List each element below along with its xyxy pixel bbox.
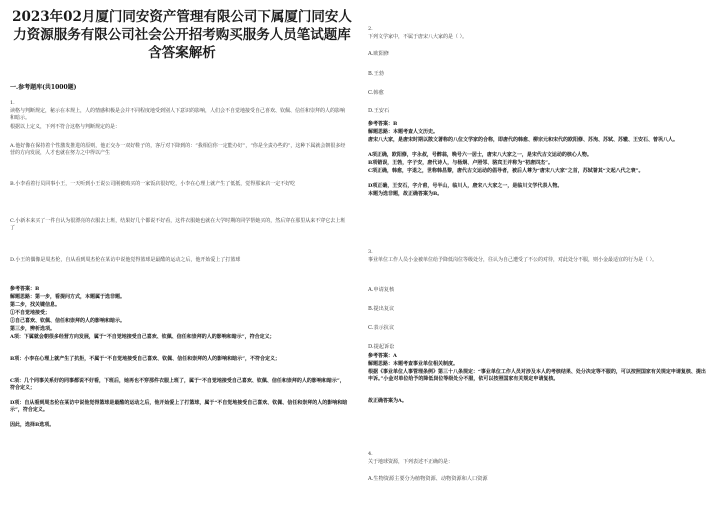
question-stem: 下列文学家中，不属于唐宋八大家的是（ ）。: [368, 34, 468, 40]
analysis-line: 第二步，找关键信息。: [10, 302, 61, 308]
analysis-line: B项：小李在心理上就产生了抗拒，不属于“不自觉地接受自己喜欢、钦佩、信任和崇拜的人的影响和暗示”，不符合定义；: [10, 356, 280, 362]
option-c: C.小新本来买了一件自认为很漂亮的衣服去上班，结果好几个都说不好看，这件衣服她也就在大学时期的同学帮她买的，然后穿在那里从来不穿它去上班了: [10, 218, 346, 231]
section-heading: 一.参考题库(共1000题): [10, 84, 77, 91]
analysis-line: ②自己喜欢、钦佩、信任和崇拜的人的影响和暗示。: [10, 318, 126, 324]
option-a: A.他好像在保持着个性激发推进的原则，他正交办一双好鞋子的，客厅对下降到的：“我相信你一定能办好”，“你是全责办些的”，这种下属就会朝很多经营的方向发展，人才也就在努力之中得以产生: [10, 143, 346, 156]
analysis-line: D项正确，王安石，字介甫，号半山，临川人，唐宋八大家之一，是临川文学代表人物。: [368, 183, 563, 189]
option-a: A.生物资源主要分为植物资源、动物资源和人口资源: [368, 476, 488, 482]
analysis-line: C项：几个同事关系好的同事都说不好看，下班后，她再也不穿那件衣服上班了，属于“不自觉地接受自己喜欢、钦佩、信任和崇拜的人的影响和暗示”，符合定义；: [10, 378, 345, 391]
page-title: 2023年02月厦门同安资产管理有限公司下属厦门同安人力资源服务有限公司社会公开招考购买服务人员笔试题库含答案解析: [12, 9, 352, 61]
analysis-line: ①不自觉地接受；: [10, 310, 51, 316]
analysis-line: 故正确答案为A。: [368, 398, 407, 404]
question-number: 2.: [368, 26, 373, 32]
question-number: 1.: [10, 100, 15, 106]
analysis-line: A项正确，欧阳修，字永叔，号醉翁，晚号六一居士，唐宋八大家之一，是宋代古文运动的核心人物。: [368, 152, 592, 158]
analysis-line: D项：自从看到周杰伦在某访中说他觉得篮球是最酷的运动之后，他开始爱上了打篮球，属于“不自觉地接受自己喜欢、钦佩、信任和崇拜的人的影响和暗示”，符合定义。: [10, 400, 348, 413]
option-a: A.申请复核: [368, 287, 395, 293]
analysis-line: 解题思路：本题考查人文历史。: [368, 129, 439, 135]
question-stem-prompt: 根据以上定义，下列不符合这格与判断规定的是：: [10, 124, 121, 130]
right-column: [366, 0, 712, 508]
analysis-line: 解题思路：第一步，看提问方式，本题属于选非题。: [10, 294, 126, 300]
analysis-line: A项：下属就会朝很多经营方向发展，属于“不自觉地接受自己喜欢、钦佩、信任和崇拜的人的影响和暗示”，符合定义；: [10, 334, 275, 340]
option-d: D.提起诉讼: [368, 344, 395, 350]
analysis-line: 解题思路：本题考查事业单位相关制度。: [368, 361, 459, 367]
option-c: C.韩愈: [368, 90, 384, 96]
option-b: B.提出复议: [368, 306, 395, 312]
answer: 参考答案：B: [10, 286, 40, 292]
answer: 参考答案：A: [368, 353, 397, 359]
analysis-line: 第三步，辨析选项。: [10, 326, 56, 332]
analysis-line: B项错误，王勃，字子安，唐代诗人，与杨炯、卢照邻、骆宾王并称为“初唐四杰”。: [368, 160, 553, 166]
option-d: D.王安石: [368, 108, 390, 114]
option-b: B.王勃: [368, 71, 384, 77]
question-stem: 关于地球资源，下列表述不正确的是：: [368, 459, 454, 465]
answer: 参考答案：B: [368, 121, 398, 127]
question-stem: 读格与判断规定，秘示在本规上，人的情感积极是会并不同程度地受到别人下意识的影响，人们会不自觉地接受自己喜欢、钦佩、信任和崇拜的人的影响和暗示。: [10, 108, 346, 121]
left-column: [6, 0, 354, 508]
option-c: C.表示抗议: [368, 325, 395, 331]
analysis-line: C项正确，韩愈，字退之，世称韩昌黎，唐代古文运动的倡导者，被后人尊为“唐宋八大家”之首，苏轼誉其“文起八代之衰”。: [368, 168, 644, 174]
question-number: 3.: [368, 249, 373, 255]
question-stem: 事业单位工作人员小金被单位给予降低岗位等级处分，往认为自己遭受了不公的对待，对此处分不服，则小金最适宜的行为是（ ）。: [368, 257, 658, 263]
question-number: 4.: [368, 451, 373, 457]
analysis-line: 根据《事业单位人事管理条例》第三十八条规定：“事业单位工作人员对涉及本人的考核结果、处分决定等不服的，可以按照国家有关规定申请复核、提出申诉。”小金对单位给予的降低岗位等级处分不服，依可以按照国家有关规定申请复核。: [368, 369, 706, 382]
option-d: D.小王的偶像是周杰伦，自从看到周杰伦在某访中说他觉得篮球是最酷的运动之后，他开始爱上了打篮球: [10, 257, 241, 263]
option-a: A.欧阳修: [368, 51, 389, 57]
analysis-line: 本题为选非题，故正确答案为B。: [368, 191, 443, 197]
analysis-line: 唐宋八大家，是唐宋时期以散文著称的八位文学家的合称，即唐代的韩愈、柳宗元和宋代的欧阳修、苏洵、苏轼、苏辙、王安石、曾巩八人。: [368, 137, 679, 143]
option-b: B.小李看着行员同事小王，一天听到小王说公司刚被购买的一家饭店很好吃，小李在心理上就产生了低抵，觉得那家店一定不好吃: [10, 181, 296, 187]
analysis-line: 因此，选择B选项。: [10, 422, 55, 428]
